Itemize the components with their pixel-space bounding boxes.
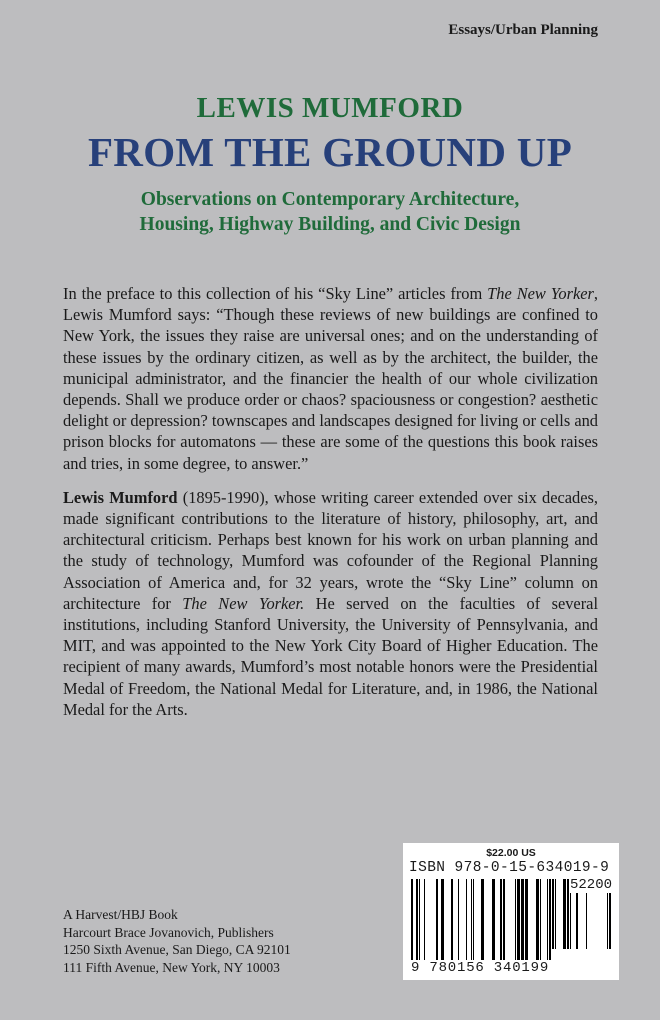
price-addon-code: 52200	[569, 877, 612, 893]
blurb-text: In the preface to this collection of his “Sky Line” articles from	[63, 284, 488, 303]
blurb	[63, 283, 598, 720]
blurb-text: He served on the faculties of several institutions, including Stanford University, the University of Pennsylvania, and MIT, and was appointed to the New York City Board of Higher Education. The recipient of many awards, Mumford’s most notable honors were the Presidential Medal of Freedom, the National Medal for Literature, and, in 1986, the National Medal for the Arts.	[63, 593, 598, 719]
book-subtitle	[0, 187, 660, 237]
subtitle-line-2: Housing, Highway Building, and Civic Design	[139, 214, 521, 235]
book-title: FROM THE GROUND UP	[87, 129, 573, 175]
magazine-title: The New Yorker	[487, 284, 594, 303]
subtitle-line-1: Observations on Contemporary Architecture,	[140, 189, 520, 210]
blurb-text: (1895-1990), whose writing career extended over six decades, made significant contributions to the literature of history, philosophy, art, and architectural criticism. Perhaps best known for his work on urban planning and the study of technology, Mumford was cofounder of the Regional Planning Association of America and, for 32 years, wrote the “Sky Line” column on architecture for	[63, 487, 598, 613]
publisher-info	[63, 906, 291, 976]
isbn-label: ISBN 978-0-15-634019-9	[409, 860, 610, 876]
author-bio-name: Lewis Mumford	[63, 487, 178, 507]
publisher-address-1: 1250 Sixth Avenue, San Diego, CA 92101	[63, 942, 291, 957]
blurb-paragraph-2	[63, 487, 598, 720]
magazine-title: The New Yorker.	[182, 593, 305, 613]
barcode-panel	[403, 843, 619, 980]
imprint: A Harvest/HBJ Book	[63, 907, 178, 922]
blurb-paragraph-1	[63, 283, 598, 474]
publisher-name: Harcourt Brace Jovanovich, Publishers	[63, 924, 274, 940]
author-name: LEWIS MUMFORD	[196, 92, 464, 124]
category-label: Essays/Urban Planning	[448, 22, 598, 38]
publisher-address-2: 111 Fifth Avenue, New York, NY 10003	[63, 959, 280, 975]
price-label: $22.00 US	[486, 847, 536, 859]
ean-number: 9 780156 340199	[411, 960, 550, 976]
blurb-text: , Lewis Mumford says: “Though these reviews of new buildings are confined to New York, the issues they raise are universal ones; and on the understanding of these issues by the ordinary citizen, as well as by the architect, the builder, the municipal administrator, and the financier the health of our whole civilization depends. Shall we produce order or chaos? spaciousness or congestion? aesthetic delight or depression? townscapes and landscapes designed for living or cells and prison blocks for automatons — these are some of the questions this book raises and tries, in some degree, to answer.”	[63, 284, 598, 473]
